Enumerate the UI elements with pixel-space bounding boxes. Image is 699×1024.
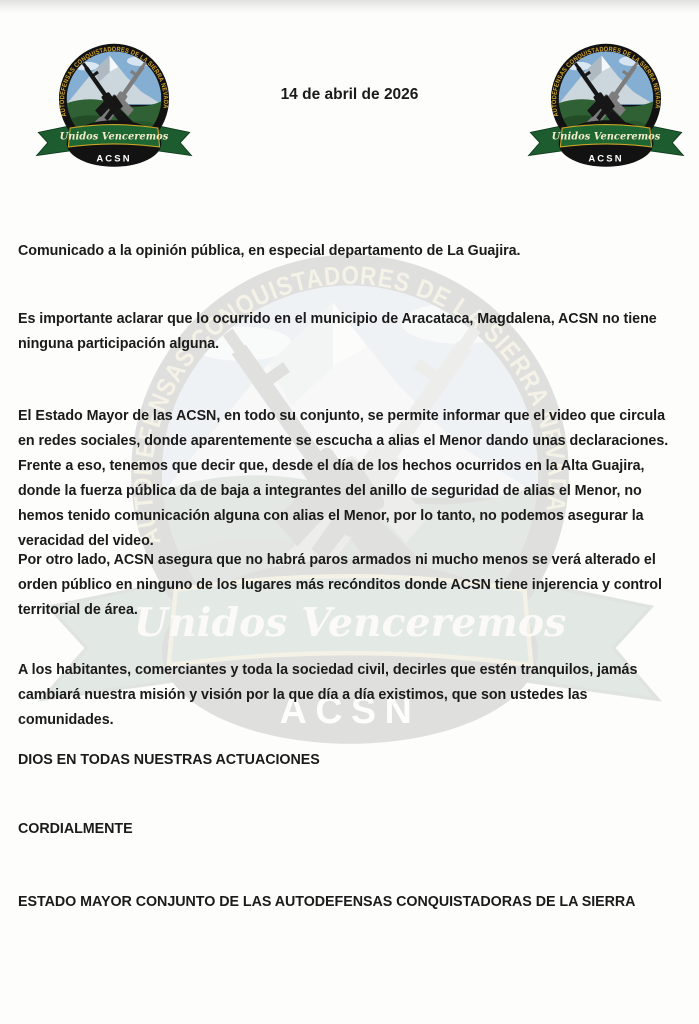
document-date: 14 de abril de 2026 [280, 86, 419, 103]
paragraph-public-order: Por otro lado, ACSN asegura que no habrá paros armados ni mucho menos se verá alterado el orden público en ninguno de los lugares más recónditos donde ACSN tiene injerencia y control territorial de área. [18, 552, 662, 619]
closing-line-cordially: CORDIALMENTE [18, 821, 133, 838]
closing-line-signature: ESTADO MAYOR CONJUNTO DE LAS AUTODEFENSAS CONQUISTADORAS DE LA SIERRA [18, 894, 636, 911]
paragraph-salutation: Comunicado a la opinión pública, en especial departamento de La Guajira. [18, 243, 521, 260]
paragraph-clarification: Es importante aclarar que lo ocurrido en el municipio de Aracataca, Magdalena, ACSN no tiene ninguna participación alguna. [18, 311, 657, 353]
paragraph-communities: A los habitantes, comerciantes y toda la sociedad civil, decirles que estén tranquilos, jamás cambiará nuestra misión y visión por la que día a día existimos, que son ustedes las comunidades. [18, 662, 638, 729]
paragraph-video-statement: El Estado Mayor de las ACSN, en todo su conjunto, se permite informar que el video que circula en redes sociales, donde aparentemente se escucha a alias el Menor dando unas declaraciones. Frente a eso, tenemos que decir que, desde el día de los hechos ocurridos en la Alta Guajira, donde la fuerza pública da de baja a integrantes del anillo de seguridad de alias el Menor, no hemos tenido comunicación alguna con alias el Menor, por lo tanto, no podemos asegurar la veracidad del video. [18, 408, 669, 550]
closing-line-motto: DIOS EN TODAS NUESTRAS ACTUACIONES [18, 752, 320, 769]
scan-artifact-top [0, 0, 699, 13]
